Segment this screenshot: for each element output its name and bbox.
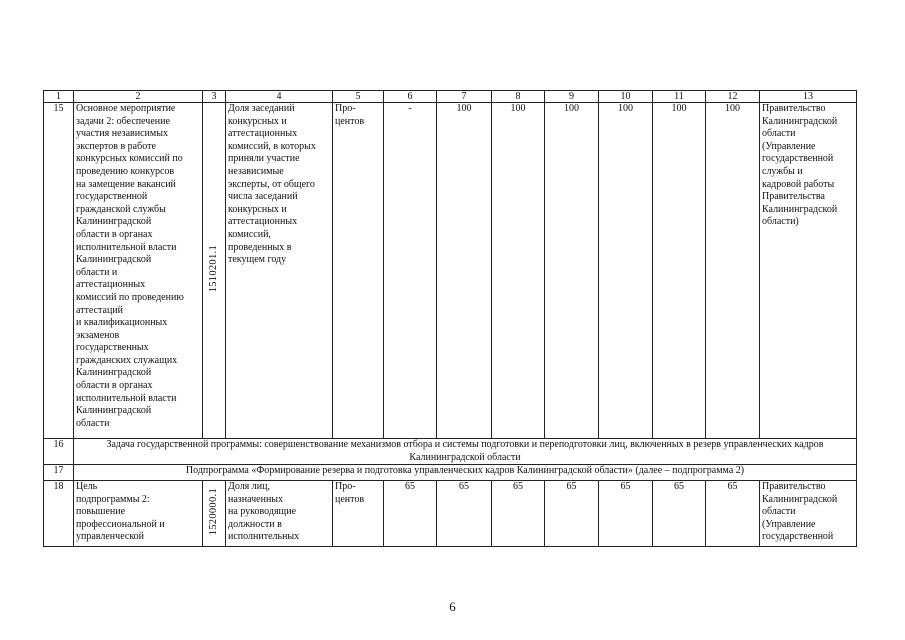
header-cell: 9: [545, 91, 599, 103]
header-cell: 5: [333, 91, 384, 103]
header-row: [44, 91, 857, 103]
subprogram-title: Подпрограмма «Формирование резерва и подготовка управленческих кадров Калининградской области» (далее – подпрограмма 2): [74, 465, 857, 481]
executor-cell: Правительство Калининградской области (Управление государственной: [760, 481, 857, 547]
measure-name: Основное мероприятие задачи 2: обеспечение участия независимых экспертов в работе конкурсных комиссий по проведению конкурсов на замещение вакансий государственной гражданской службы Калининградской области в органах исполнительной власти Калининградской области и аттестационных комиссий по проведению аттестаций и квалификационных экзаменов государственных гражданских служащих Калининградской области в органах исполнительной власти Калининградской области: [74, 103, 203, 439]
table-row-15: [44, 103, 857, 439]
task-text: Задача государственной программы: совершенствование механизмов отбора и системы подготовки и переподготовки лиц, включенных в резерв управленческих кадров Калининградской области: [74, 439, 857, 465]
value-cell: 100: [492, 103, 545, 439]
header-cell: 6: [384, 91, 437, 103]
measure-code: 1510201.1: [207, 244, 219, 292]
header-cell: 8: [492, 91, 545, 103]
value-cell: 65: [437, 481, 492, 547]
value-cell: 65: [545, 481, 599, 547]
table-row-17: [44, 465, 857, 481]
unit-cell: Про- центов: [333, 103, 384, 439]
row-number: 15: [44, 103, 74, 439]
value-cell: 65: [706, 481, 760, 547]
value-cell: 65: [384, 481, 437, 547]
value-cell: 65: [492, 481, 545, 547]
value-cell: 100: [599, 103, 653, 439]
indicator-name: Доля лиц, назначенных на руководящие должности в исполнительных: [226, 481, 333, 547]
unit-cell: Про- центов: [333, 481, 384, 547]
header-cell: 3: [203, 91, 226, 103]
indicator-name: Доля заседаний конкурсных и аттестационных комиссий, в которых приняли участие независимые эксперты, от общего числа заседаний конкурсных и аттестационных комиссий, проведенных в текущем году: [226, 103, 333, 439]
executor-cell: Правительство Калининградской области (Управление государственной службы и кадровой работы Правительства Калининградской области): [760, 103, 857, 439]
goal-name: Цель подпрограммы 2: повышение профессиональной и управленческой: [74, 481, 203, 547]
code-cell: [203, 103, 226, 439]
table-row-16: [44, 439, 857, 465]
page-number: 6: [449, 599, 456, 614]
header-cell: 10: [599, 91, 653, 103]
header-cell: 11: [653, 91, 706, 103]
value-cell: 100: [706, 103, 760, 439]
row-number: 16: [44, 439, 74, 465]
value-cell: 65: [599, 481, 653, 547]
value-cell: -: [384, 103, 437, 439]
code-cell: [203, 481, 226, 547]
header-cell: 1: [44, 91, 74, 103]
value-cell: 65: [653, 481, 706, 547]
header-cell: 12: [706, 91, 760, 103]
header-cell: 13: [760, 91, 857, 103]
header-cell: 2: [74, 91, 203, 103]
header-cell: 4: [226, 91, 333, 103]
indicators-table: [43, 90, 857, 547]
goal-code: 1520000.1: [207, 487, 219, 535]
header-cell: 7: [437, 91, 492, 103]
value-cell: 100: [437, 103, 492, 439]
value-cell: 100: [545, 103, 599, 439]
table-row-18: [44, 481, 857, 547]
row-number: 17: [44, 465, 74, 481]
value-cell: 100: [653, 103, 706, 439]
row-number: 18: [44, 481, 74, 547]
